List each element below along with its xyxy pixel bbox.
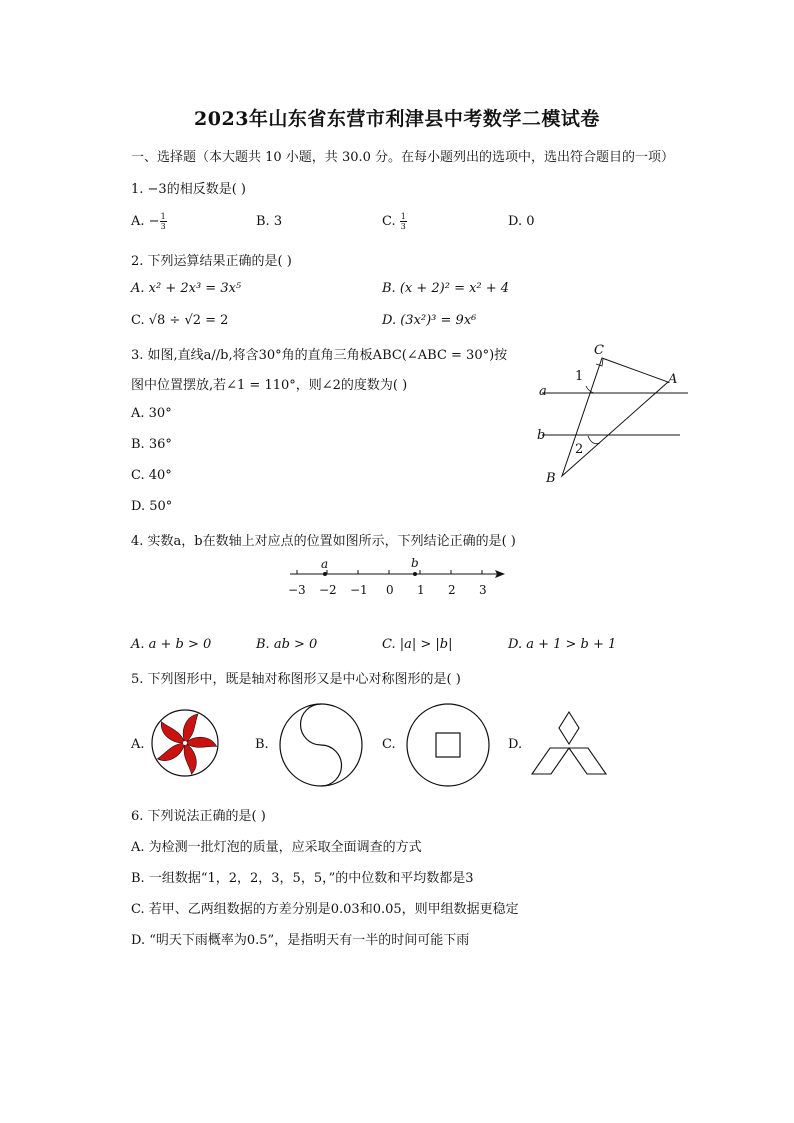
q3-option-a[interactable]: A. 30° xyxy=(131,406,172,421)
label-angle-2: 2 xyxy=(575,442,584,457)
triangle-parallel-lines-figure xyxy=(530,340,700,490)
q1-option-c[interactable]: C. $\frac{1}{3}$ xyxy=(382,212,406,231)
q6-option-c[interactable]: C. 若甲、乙两组数据的方差分别是0.03和0.05，则甲组数据更稳定 xyxy=(131,902,519,917)
q5-option-a-label[interactable]: A. xyxy=(131,737,145,752)
q6-option-d[interactable]: D. “明天下雨概率为0.5”，是指明天有一半的时间可能下雨 xyxy=(131,933,470,948)
section-heading: 一、选择题（本大题共 10 小题，共 30.0 分。在每小题列出的选项中，选出符合题目的一项） xyxy=(131,150,675,165)
q5-option-d-label[interactable]: D. xyxy=(508,737,523,752)
tick-label: −3 xyxy=(288,583,306,597)
label-line-a: a xyxy=(539,384,547,399)
point-b xyxy=(413,572,417,576)
tick-label: 0 xyxy=(386,583,394,597)
circle-square-icon xyxy=(404,701,492,789)
bauhinia-flower-icon xyxy=(150,708,220,778)
label-angle-1: 1 xyxy=(575,369,584,384)
q2-option-d[interactable]: D. (3x²)³ = 9x⁶ xyxy=(382,313,477,328)
q6-option-a[interactable]: A. 为检测一批灯泡的质量，应采取全面调查的方式 xyxy=(131,840,422,855)
q4-option-d[interactable]: D. a + 1 > b + 1 xyxy=(508,637,617,652)
number-line xyxy=(285,560,510,582)
point-a xyxy=(323,572,327,576)
page-title: 2023年山东省东营市利津县中考数学二模试卷 xyxy=(194,108,600,130)
question-6-stem: 6. 下列说法正确的是( ) xyxy=(131,809,266,824)
tick-label: 3 xyxy=(479,583,487,597)
question-3-stem-line1: 3. 如图,直线a//b,将含30°角的直角三角板ABC(∠ABC = 30°)按 xyxy=(131,348,508,363)
q4-option-b[interactable]: B. ab > 0 xyxy=(256,637,318,652)
q2-option-c[interactable]: C. √8 ÷ √2 = 2 xyxy=(131,313,229,328)
q1-option-d[interactable]: D. 0 xyxy=(508,214,535,229)
q6-option-b[interactable]: B. 一组数据“1，2，2，3，5，5，”的中位数和平均数都是3 xyxy=(131,871,474,886)
label-line-b: b xyxy=(537,428,546,443)
q5-option-b-label[interactable]: B. xyxy=(255,737,269,752)
q3-option-d[interactable]: D. 50° xyxy=(131,499,173,514)
axis-label-a: a xyxy=(321,557,329,571)
q2-option-a[interactable]: A. x² + 2x³ = 3x⁵ xyxy=(131,281,242,296)
q2-option-b[interactable]: B. (x + 2)² = x² + 4 xyxy=(382,281,510,296)
question-4-stem: 4. 实数a，b在数轴上对应点的位置如图所示，下列结论正确的是( ) xyxy=(131,534,516,549)
tick-label: −1 xyxy=(350,583,368,597)
label-a-vertex: A xyxy=(668,372,678,387)
q3-option-c[interactable]: C. 40° xyxy=(131,468,172,483)
right-angle-mark xyxy=(596,359,603,366)
three-rhombus-icon xyxy=(528,708,610,778)
label-b-vertex: B xyxy=(546,471,556,486)
q3-option-b[interactable]: B. 36° xyxy=(131,437,172,452)
tick-label: −2 xyxy=(319,583,337,597)
q4-option-a[interactable]: A. a + b > 0 xyxy=(131,637,212,652)
question-1-stem: 1. −3的相反数是( ) xyxy=(131,182,246,197)
axis-label-b: b xyxy=(411,556,419,570)
question-5-stem: 5. 下列图形中，既是轴对称图形又是中心对称图形的是( ) xyxy=(131,672,461,687)
label-c: C xyxy=(594,343,604,358)
q1-option-b[interactable]: B. 3 xyxy=(256,214,283,229)
q1-option-a[interactable]: A. − $\frac{1}{3}$ xyxy=(131,212,166,231)
question-2-stem: 2. 下列运算结果正确的是( ) xyxy=(131,254,292,269)
q4-option-c[interactable]: C. |a| > |b| xyxy=(382,637,453,652)
angle-2-arc xyxy=(588,436,600,444)
yin-yang-icon xyxy=(277,701,365,789)
q5-option-c-label[interactable]: C. xyxy=(382,737,396,752)
tick-label: 2 xyxy=(448,583,456,597)
tick-label: 1 xyxy=(417,583,425,597)
question-3-stem-line2: 图中位置摆放,若∠1 = 110°，则∠2的度数为( ) xyxy=(131,378,408,393)
